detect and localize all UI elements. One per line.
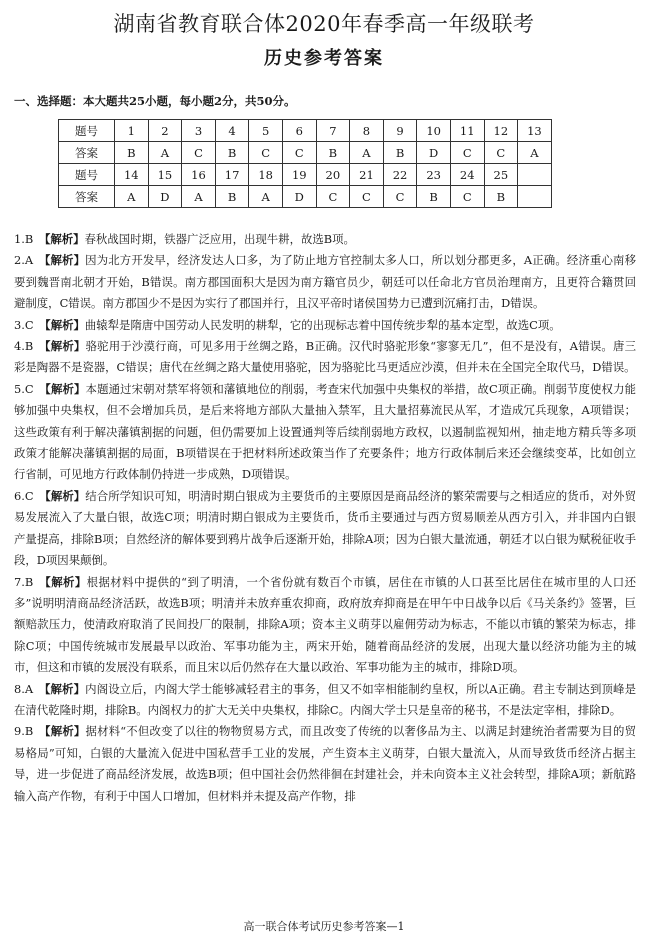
- answer-table-cell: B: [484, 186, 518, 208]
- answer-table-cell: 19: [282, 164, 316, 186]
- explanation-item: [14, 721, 636, 807]
- answer-table-cell: A: [182, 186, 216, 208]
- answer-table-row-label: 题号: [59, 164, 115, 186]
- explanation-item: [14, 679, 636, 722]
- answer-table-cell: 23: [417, 164, 451, 186]
- explanation-item: [14, 486, 636, 572]
- answer-table-cell: 15: [148, 164, 182, 186]
- question-answer-number: 1.B: [14, 232, 34, 246]
- question-answer-number: 4.B: [14, 339, 34, 354]
- analysis-text: 根据材料中提供的“到了明清，一个省份就有数百个市镇，居住在市镇的人口甚至比居住在城市里的人口还多”说明明清商品经济活跃，故选B项；明清并未放弃重农抑商，政府放弃抑商是在甲午中日战争以后《马关条约》签署，巨额赔款压力，使清政府取消了民间投厂的限制，排除A项；资本主义萌芽以雇佣劳动为标志，不能以市镇的繁荣为标志，排除C项；中国传统城市发展最早以政治、军事功能为主，两宋开始，随着商品经济的发展，出现大量以经济功能为主的城市，但这和市镇的发展没有联系，而且宋以后仍然存在大量以政治、军事功能为主的城市，排除D项。: [14, 574, 636, 675]
- question-answer-number: 6.C: [14, 488, 34, 503]
- question-answer-number: 7.B: [14, 574, 34, 589]
- answer-table-cell: 9: [383, 120, 417, 142]
- analysis-tag: 【解析】: [39, 317, 85, 332]
- analysis-text: 结合所学知识可知，明清时期白银成为主要货币的主要原因是商品经济的繁荣需要与之相适应的货币，对外贸易发展流入了大量白银，故选C项；明清时期白银成为主要货币，货币主要通过与西方贸易顺差从西方引入，并非国内白银产量提高，排除B项；自然经济的解体要到鸦片战争后逐渐开始，排除A项；因为白银大量流通，朝廷才以白银为赋税征收手段，D项因果颠倒。: [14, 488, 636, 568]
- answer-table-cell: C: [383, 186, 417, 208]
- answer-table-cell: 14: [115, 164, 149, 186]
- analysis-text: 曲辕犁是隋唐中国劳动人民发明的耕犁，它的出现标志着中国传统步犁的基本定型，故选C项。: [84, 317, 561, 332]
- answer-table-cell: D: [417, 142, 451, 164]
- answer-table-cell: 13: [518, 120, 552, 142]
- page-footer: 高一联合体考试历史参考答案—1: [243, 920, 405, 933]
- analysis-text: 因为北方开发早，经济发达人口多，为了防止地方官控制太多人口，所以划分郡更多，A正确。经济重心南移要到魏晋南北朝才开始，B错误。南方郡国面积大是因为南方籍官员少，朝廷可以任命北方官员治理南方，且更符合籍贯回避制度，C错误。南方郡国少不是因为实行了郡国并行，且汉平帝时诸侯国势力已遭到沉痛打击，D错误。: [14, 253, 636, 311]
- explanation-item: [14, 379, 636, 486]
- explanation-list: [14, 229, 636, 807]
- answer-table-row: [59, 164, 552, 186]
- answer-table: [58, 119, 552, 208]
- answer-table-cell: 2: [148, 120, 182, 142]
- answer-table-cell: [518, 186, 552, 208]
- analysis-tag: 【解析】: [38, 574, 87, 589]
- answer-table-row: [59, 120, 552, 142]
- answer-table-cell: B: [383, 142, 417, 164]
- answer-table-cell: 25: [484, 164, 518, 186]
- answer-table-cell: A: [148, 142, 182, 164]
- answer-table-cell: A: [249, 186, 283, 208]
- answer-table-cell: D: [282, 186, 316, 208]
- answer-table-cell: C: [450, 142, 484, 164]
- analysis-tag: 【解析】: [38, 724, 86, 739]
- analysis-tag: 【解析】: [39, 381, 86, 396]
- answer-table-cell: C: [249, 142, 283, 164]
- answer-table-cell: 6: [282, 120, 316, 142]
- answer-table-row-label: 答案: [59, 186, 115, 208]
- analysis-text: 春秋战国时期，铁器广泛应用，出现牛耕，故选B项。: [84, 232, 355, 246]
- answer-table-cell: B: [115, 142, 149, 164]
- analysis-tag: 【解析】: [39, 488, 86, 503]
- question-answer-number: 3.C: [14, 317, 34, 332]
- question-answer-number: 2.A: [14, 253, 34, 268]
- subject-title: 历史参考答案: [264, 48, 384, 69]
- explanation-item: [14, 315, 636, 336]
- analysis-text: 内阁设立后，内阁大学士能够减轻君主的事务，但又不如宰相能制约皇权，所以A正确。君主专制达到顶峰是在清代乾隆时期，排除B。内阁权力的扩大无关中央集权，排除C。内阁大学士只是皇帝的秘书，不是法定宰相，排除D。: [14, 681, 636, 717]
- answer-table-cell: C: [484, 142, 518, 164]
- answer-table-cell: C: [350, 186, 384, 208]
- answer-table-cell: 12: [484, 120, 518, 142]
- answer-table-cell: B: [417, 186, 451, 208]
- analysis-tag: 【解析】: [38, 232, 85, 246]
- answer-table-cell: A: [518, 142, 552, 164]
- answer-table-cell: 22: [383, 164, 417, 186]
- explanation-item: [14, 229, 636, 250]
- analysis-tag: 【解析】: [38, 253, 86, 268]
- answer-table-cell: 21: [350, 164, 384, 186]
- analysis-text: 骆驼用于沙漠行商，可见多用于丝绸之路，B正确。汉代时骆驼形象“寥寥无几”，但不是没有，A错误。唐三彩是陶器不是瓷器，C错误；唐代在丝绸之路大量使用骆驼，因为骆驼比马更适应沙漠，但并未在全国完全取代马，D错误。: [14, 339, 636, 375]
- answer-table-cell: C: [182, 142, 216, 164]
- answer-table-cell: 7: [316, 120, 350, 142]
- answer-table-cell: [518, 164, 552, 186]
- section-heading: 一、选择题：本大题共25小题，每小题2分，共50分。: [14, 94, 296, 108]
- answer-table-cell: A: [115, 186, 149, 208]
- answer-table-cell: 1: [115, 120, 149, 142]
- answer-table-cell: B: [215, 186, 249, 208]
- analysis-text: 本题通过宋朝对禁军将领和藩镇地位的削弱，考查宋代加强中央集权的举措，故C项正确。削弱节度使权力能够加强中央集权，但不会增加兵员，是后来将地方部队大量抽入禁军，且大量招募流民从军，才造成冗兵现象，A项错误；这些政策有利于解决藩镇割据的问题，但仍需要加上设置通判等后续削弱地方政权，以遏制监视知州，抽走地方精兵等多项政策才能解决藩镇割据的局面，B项错误在于把材料所述政策当作了充要条件；地方行政体制后来还会继续变革，比如创立行省制，可见地方行政体制仍持进一步成熟，D项错误。: [14, 381, 636, 482]
- answer-table-cell: 8: [350, 120, 384, 142]
- answer-table-cell: B: [316, 142, 350, 164]
- answer-table-cell: 10: [417, 120, 451, 142]
- answer-table-cell: 20: [316, 164, 350, 186]
- answer-table-cell: 16: [182, 164, 216, 186]
- analysis-tag: 【解析】: [38, 339, 86, 354]
- answer-table-cell: 24: [450, 164, 484, 186]
- analysis-text: 据材料“不但改变了以往的物物贸易方式，而且改变了传统的以奢侈品为主、以满足封建统治者需要为目的贸易格局”可知，白银的大量流入促进中国私营手工业的发展，产生资本主义萌芽，白银大量流入，从而导致货币经济占据主导，进一步促进了商品经济发展，故选B项；但中国社会仍然徘徊在封建社会，并未向资本主义社会转型，排除A项；新航路输入高产作物，有利于中国人口增加，但材料并未提及高产作物，排: [14, 724, 636, 803]
- answer-table-cell: A: [350, 142, 384, 164]
- explanation-item: [14, 250, 636, 314]
- answer-table-cell: D: [148, 186, 182, 208]
- answer-table-cell: 11: [450, 120, 484, 142]
- exam-title: 湖南省教育联合体2020年春季高一年级联考: [113, 12, 535, 36]
- answer-table-cell: 17: [215, 164, 249, 186]
- answer-table-cell: 5: [249, 120, 283, 142]
- answer-table-row-label: 题号: [59, 120, 115, 142]
- question-answer-number: 8.A: [14, 681, 34, 696]
- question-answer-number: 9.B: [14, 724, 34, 739]
- answer-table-row: [59, 142, 552, 164]
- answer-table-cell: 18: [249, 164, 283, 186]
- answer-table-cell: C: [282, 142, 316, 164]
- question-answer-number: 5.C: [14, 381, 34, 396]
- answer-table-cell: C: [316, 186, 350, 208]
- answer-table-cell: C: [450, 186, 484, 208]
- explanation-item: [14, 572, 636, 679]
- analysis-tag: 【解析】: [38, 681, 86, 696]
- answer-table-cell: 3: [182, 120, 216, 142]
- answer-table-cell: B: [215, 142, 249, 164]
- answer-table-cell: 4: [215, 120, 249, 142]
- explanation-item: [14, 336, 636, 379]
- answer-table-row-label: 答案: [59, 142, 115, 164]
- answer-table-row: [59, 186, 552, 208]
